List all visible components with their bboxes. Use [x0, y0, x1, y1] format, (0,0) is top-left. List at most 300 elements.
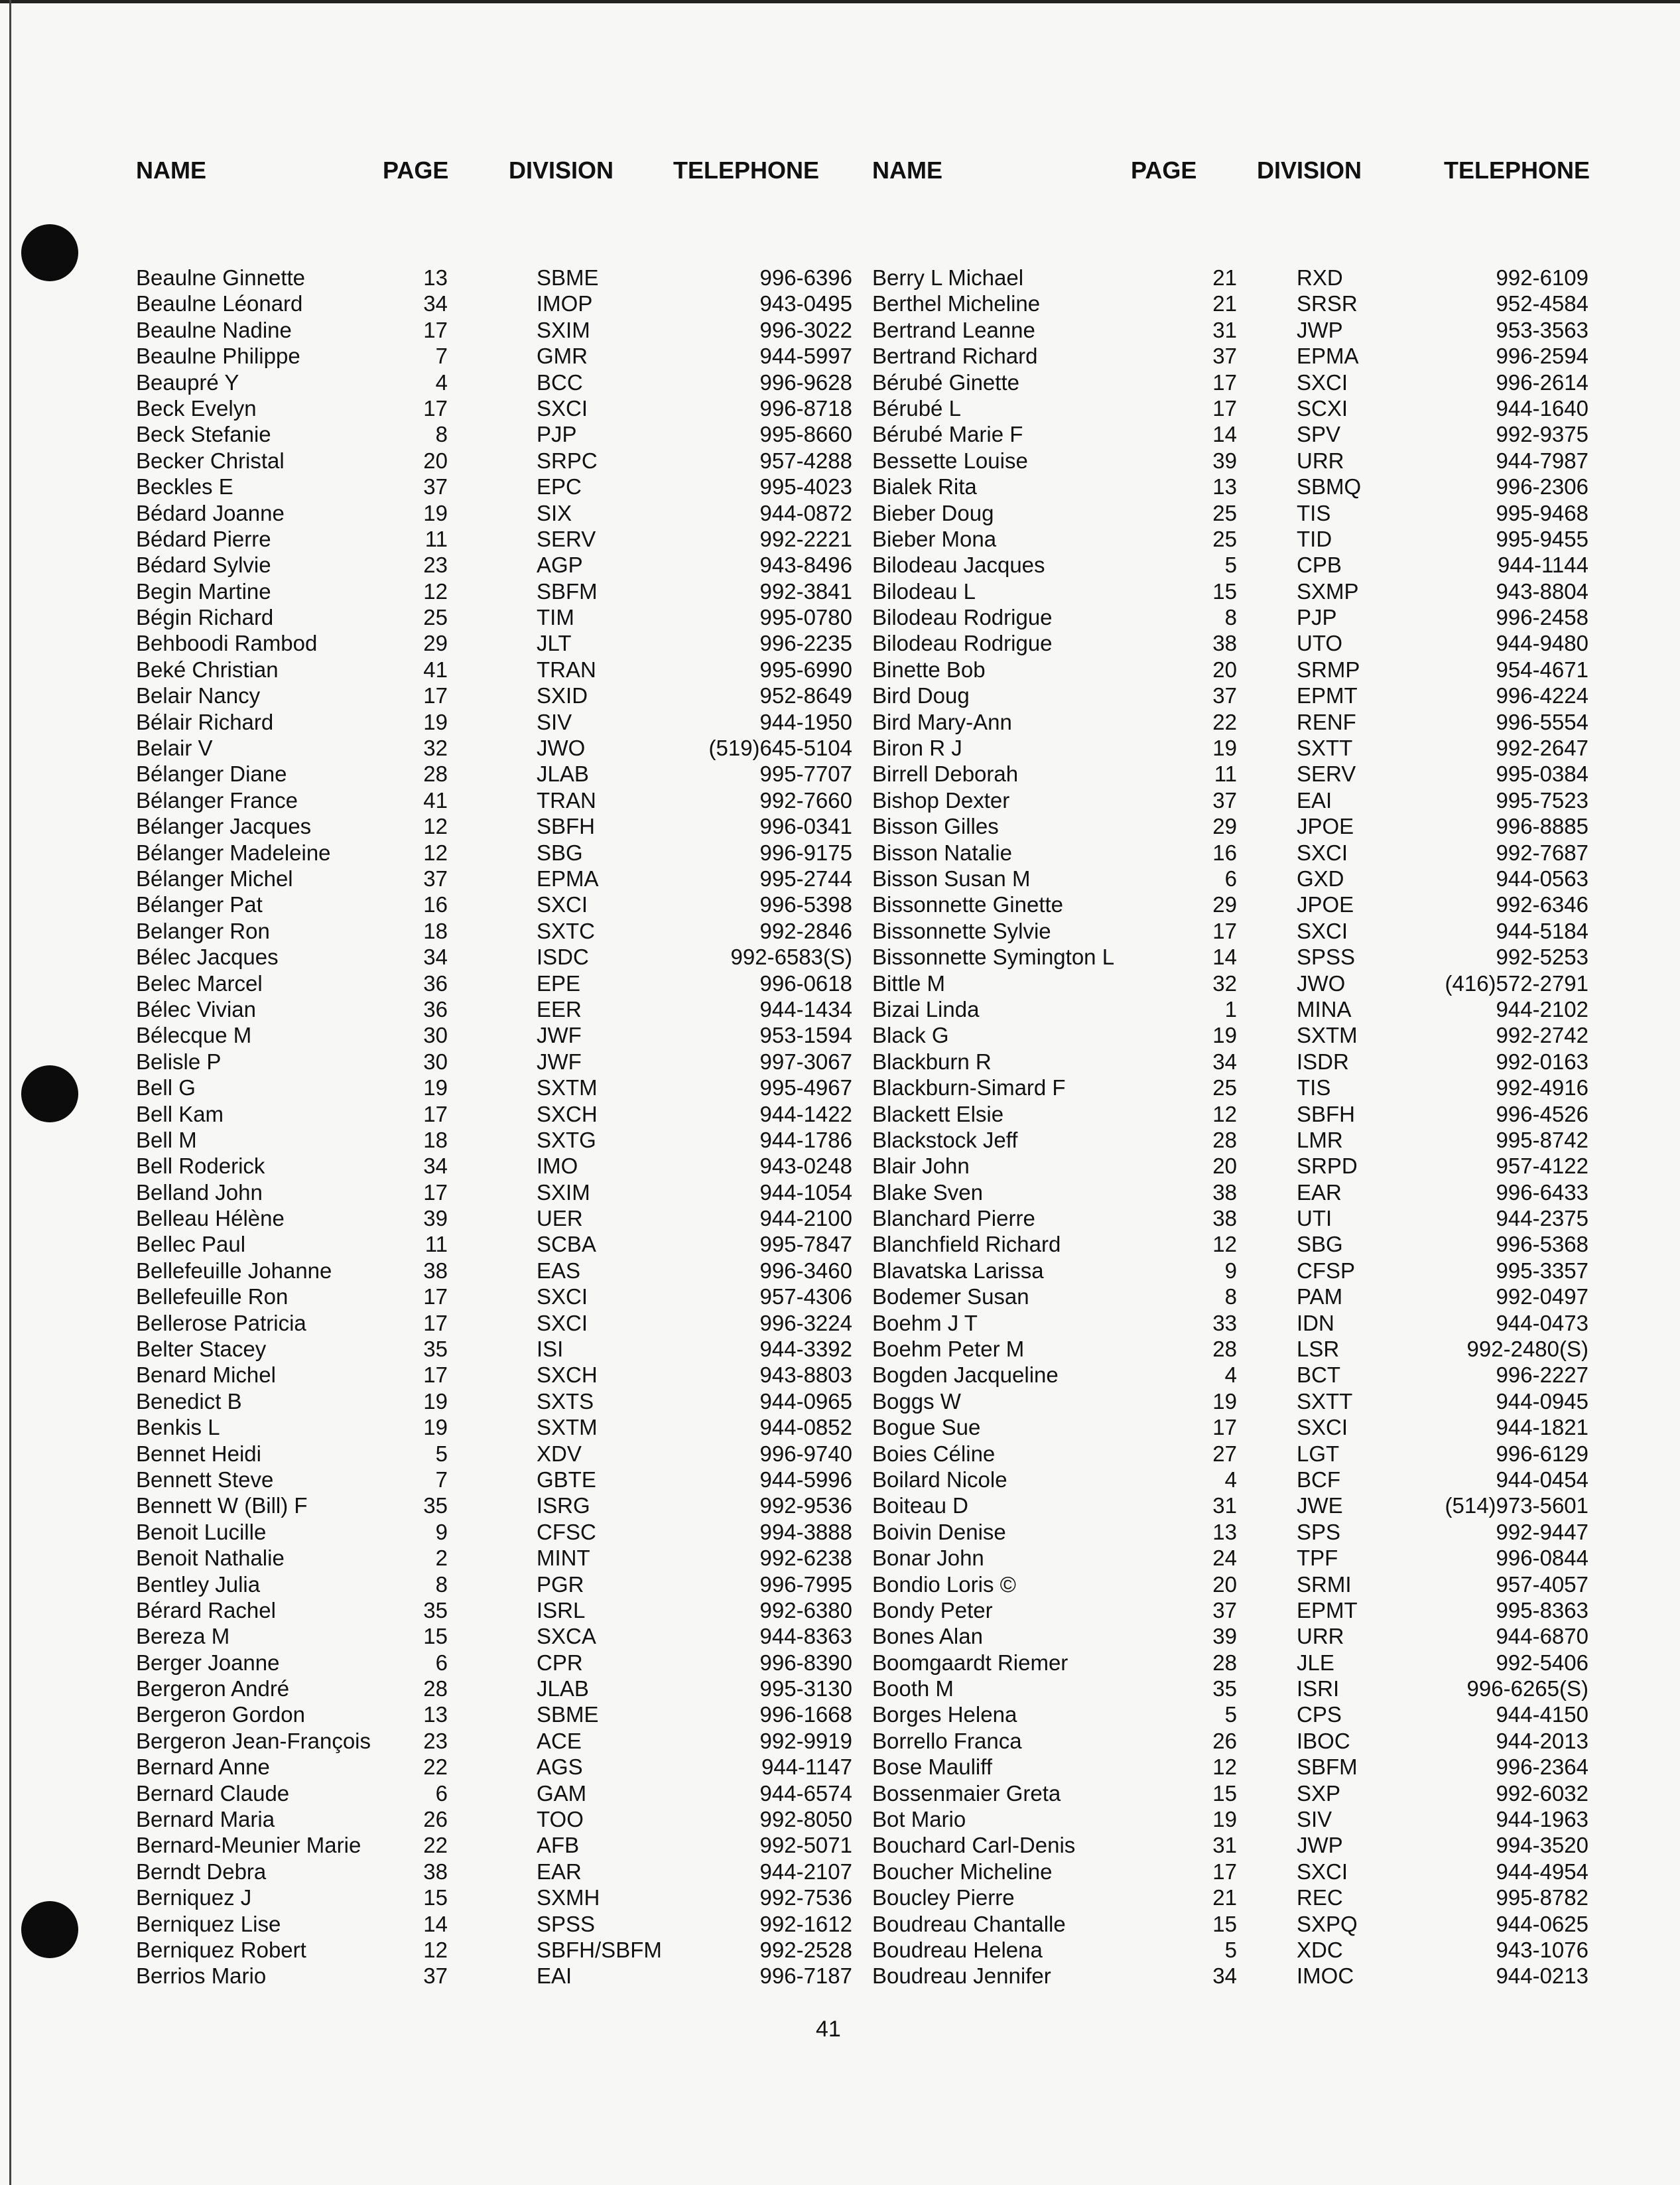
entry-page: 20 — [423, 448, 448, 473]
directory-entry — [136, 396, 852, 422]
directory-entry — [136, 318, 852, 344]
entry-division: IMO — [537, 1154, 578, 1179]
entry-division: ISRL — [537, 1597, 586, 1622]
entry-telephone: 992-7536 — [759, 1885, 852, 1910]
entry-telephone: 944-0965 — [759, 1388, 852, 1414]
entry-page: 8 — [435, 422, 448, 447]
entry-telephone: 944-1963 — [1496, 1807, 1588, 1832]
entry-page: 34 — [423, 945, 448, 970]
entry-telephone: 944-3392 — [759, 1337, 852, 1362]
entry-name: Bird Mary-Ann — [872, 709, 1012, 734]
entry-telephone: 996-5368 — [1496, 1232, 1588, 1257]
directory-entry — [136, 1232, 852, 1258]
entry-name: Bernard Anne — [136, 1755, 270, 1780]
entry-division: JLAB — [537, 1676, 589, 1701]
entry-name: Bernard Maria — [136, 1807, 275, 1832]
entry-division: SRPD — [1297, 1154, 1358, 1179]
entry-name: Bélanger Pat — [136, 892, 263, 917]
entry-page: 37 — [423, 1963, 448, 1989]
entry-telephone: 995-8782 — [1496, 1885, 1588, 1910]
entry-division: TRAN — [537, 657, 596, 682]
directory-entry — [872, 1284, 1588, 1310]
entry-telephone: 944-2100 — [759, 1206, 852, 1231]
directory-entry — [872, 1128, 1588, 1154]
entry-division: URR — [1297, 1624, 1344, 1649]
directory-entry — [136, 370, 852, 396]
entry-telephone: 996-5554 — [1496, 709, 1588, 734]
entry-name: Beck Stefanie — [136, 422, 271, 447]
entry-name: Bialek Rita — [872, 474, 977, 499]
entry-telephone: 944-2102 — [1496, 996, 1588, 1022]
left-border-line — [9, 0, 11, 2185]
entry-page: 39 — [1212, 448, 1237, 473]
entry-name: Berry L Michael — [872, 265, 1024, 290]
entry-division: SXCH — [537, 1362, 598, 1388]
entry-telephone: 995-8660 — [759, 422, 852, 447]
entry-division: XDC — [1297, 1938, 1343, 1962]
header-page: PAGE — [383, 157, 449, 184]
entry-page: 33 — [1212, 1310, 1237, 1335]
entry-division: BCC — [537, 369, 583, 395]
entry-page: 19 — [423, 709, 448, 734]
entry-name: Bilodeau Rodrigue — [872, 631, 1053, 656]
directory-entry — [136, 1520, 852, 1546]
entry-telephone: 995-0384 — [1496, 761, 1588, 787]
entry-page: 15 — [1212, 1780, 1237, 1806]
directory-entry — [136, 1598, 852, 1624]
entry-telephone: 996-8718 — [759, 395, 852, 421]
entry-telephone: 992-6583(S) — [730, 945, 852, 970]
directory-entry — [136, 344, 852, 369]
entry-telephone: 995-2744 — [759, 866, 852, 891]
directory-entry — [136, 1859, 852, 1885]
entry-division: JWF — [537, 1023, 582, 1048]
entry-division: SCBA — [537, 1232, 596, 1257]
entry-division: LGT — [1297, 1441, 1340, 1466]
entry-division: SXCI — [1297, 1859, 1348, 1884]
entry-division: JWP — [1297, 1833, 1343, 1858]
entry-division: SXTT — [1297, 1388, 1353, 1414]
entry-division: JPOE — [1297, 892, 1354, 917]
entry-name: Blackburn R — [872, 1049, 992, 1074]
directory-entry — [872, 265, 1588, 291]
directory-entry — [136, 788, 852, 814]
entry-page: 15 — [423, 1624, 448, 1649]
entry-telephone: 944-0213 — [1496, 1963, 1588, 1989]
directory-entry — [136, 1311, 852, 1337]
entry-telephone: 944-2375 — [1496, 1206, 1588, 1231]
directory-entry — [136, 1415, 852, 1441]
entry-name: Biron R J — [872, 736, 962, 761]
binder-hole — [21, 224, 78, 281]
entry-page: 4 — [1224, 1362, 1237, 1388]
entry-telephone: 944-1422 — [759, 1101, 852, 1126]
entry-telephone: 995-8742 — [1496, 1127, 1588, 1152]
entry-division: SXCI — [537, 395, 588, 421]
entry-name: Bereza M — [136, 1624, 230, 1649]
entry-division: SXTC — [537, 918, 596, 943]
entry-telephone: 994-3520 — [1496, 1833, 1588, 1858]
entry-page: 5 — [1224, 1702, 1237, 1727]
entry-division: AGP — [537, 553, 583, 578]
entry-page: 15 — [1212, 578, 1237, 604]
entry-page: 25 — [1212, 1075, 1237, 1100]
directory-entry — [136, 1467, 852, 1493]
header-division: DIVISION — [1257, 157, 1362, 184]
entry-telephone: 944-0625 — [1496, 1911, 1588, 1936]
entry-page: 8 — [435, 1571, 448, 1597]
entry-telephone: 992-5071 — [759, 1833, 852, 1858]
directory-entry — [872, 318, 1588, 344]
entry-telephone: 943-0248 — [759, 1154, 852, 1179]
entry-page: 13 — [423, 265, 448, 290]
entry-name: Blanchfield Richard — [872, 1232, 1061, 1257]
entry-division: SIX — [537, 500, 572, 525]
directory-entry — [136, 631, 852, 657]
entry-division: PJP — [537, 422, 577, 447]
entry-name: Berniquez J — [136, 1885, 252, 1910]
entry-telephone: 943-8803 — [759, 1362, 852, 1388]
directory-entry — [136, 422, 852, 448]
entry-division: IBOC — [1297, 1728, 1350, 1753]
directory-entry — [136, 1702, 852, 1728]
entry-page: 34 — [1212, 1049, 1237, 1074]
entry-division: SXP — [1297, 1780, 1341, 1806]
entry-name: Bélanger France — [136, 787, 298, 813]
directory-entry — [136, 1755, 852, 1780]
entry-name: Bot Mario — [872, 1807, 966, 1832]
entry-name: Boies Céline — [872, 1441, 996, 1466]
entry-page: 34 — [423, 1154, 448, 1179]
entry-division: JPOE — [1297, 814, 1354, 839]
entry-page: 37 — [423, 866, 448, 891]
entry-name: Berger Joanne — [136, 1650, 280, 1675]
entry-telephone: 944-0872 — [759, 500, 852, 525]
entry-name: Bell M — [136, 1127, 197, 1152]
entry-page: 32 — [423, 736, 448, 761]
entry-telephone: 992-3841 — [759, 578, 852, 604]
entry-page: 19 — [423, 1415, 448, 1440]
entry-telephone: 944-6870 — [1496, 1624, 1588, 1649]
entry-name: Becker Christal — [136, 448, 285, 473]
entry-page: 22 — [423, 1755, 448, 1780]
entry-name: Begin Martine — [136, 578, 271, 604]
entry-telephone: 992-0163 — [1496, 1049, 1588, 1074]
entry-division: TOO — [537, 1807, 584, 1832]
entry-page: 20 — [1212, 657, 1237, 682]
entry-division: BCT — [1297, 1362, 1340, 1388]
entry-page: 23 — [423, 553, 448, 578]
directory-entry — [136, 1624, 852, 1650]
directory-entry — [872, 1467, 1588, 1493]
entry-division: JLT — [537, 631, 572, 656]
directory-entry — [136, 1362, 852, 1388]
directory-entry — [872, 1049, 1588, 1075]
entry-division: JWE — [1297, 1493, 1343, 1518]
directory-entry — [872, 1912, 1588, 1938]
entry-page: 34 — [423, 291, 448, 316]
entry-name: Bennet Heidi — [136, 1441, 261, 1466]
entry-division: CPR — [537, 1650, 583, 1675]
entry-page: 25 — [1212, 526, 1237, 551]
directory-entry — [872, 657, 1588, 683]
entry-page: 35 — [1212, 1676, 1237, 1701]
entry-telephone: 944-5184 — [1496, 918, 1588, 943]
entry-page: 17 — [1212, 1415, 1237, 1440]
entry-page: 8 — [1224, 1284, 1237, 1309]
entry-division: SXTG — [537, 1127, 596, 1152]
entry-telephone: 944-2013 — [1496, 1728, 1588, 1753]
directory-entry — [872, 553, 1588, 578]
entry-name: Bell Roderick — [136, 1154, 265, 1179]
entry-telephone: 944-8363 — [759, 1624, 852, 1649]
entry-name: Bédard Sylvie — [136, 553, 271, 578]
entry-page: 29 — [1212, 892, 1237, 917]
directory-entry — [136, 1258, 852, 1284]
entry-page: 17 — [423, 1362, 448, 1388]
directory-entry — [872, 736, 1588, 761]
entry-division: SXPQ — [1297, 1911, 1358, 1936]
entry-page: 7 — [435, 1467, 448, 1492]
directory-entry — [136, 1546, 852, 1571]
entry-name: Bédard Joanne — [136, 500, 285, 525]
entry-page: 14 — [1212, 945, 1237, 970]
entry-telephone: 952-8649 — [759, 683, 852, 708]
column-headers — [872, 157, 1588, 188]
entry-telephone: 992-7660 — [759, 787, 852, 813]
directory-entry — [872, 291, 1588, 317]
entry-telephone: 953-1594 — [759, 1023, 852, 1048]
entry-division: AFB — [537, 1833, 580, 1858]
entry-name: Beckles E — [136, 474, 233, 499]
directory-entry — [136, 1963, 852, 1989]
entry-division: SXMH — [537, 1885, 600, 1910]
entry-division: LSR — [1297, 1337, 1340, 1362]
entry-telephone: 944-1144 — [1497, 553, 1588, 578]
entry-name: Bentley Julia — [136, 1571, 261, 1597]
entry-name: Belair V — [136, 736, 213, 761]
directory-entry — [872, 1258, 1588, 1284]
entry-division: SXIM — [537, 1179, 590, 1205]
entry-name: Beaulne Nadine — [136, 317, 292, 342]
entry-telephone: 996-4526 — [1496, 1101, 1588, 1126]
entry-name: Black G — [872, 1023, 949, 1048]
entry-page: 20 — [1212, 1154, 1237, 1179]
entry-page: 35 — [423, 1337, 448, 1362]
directory-column-right — [872, 157, 1588, 1990]
entry-division: SBME — [537, 1702, 599, 1727]
entry-page: 28 — [1212, 1127, 1237, 1152]
entry-name: Bergeron André — [136, 1676, 290, 1701]
page-number: 41 — [816, 2017, 841, 2042]
entry-page: 12 — [1212, 1755, 1237, 1780]
entry-name: Boudreau Helena — [872, 1938, 1043, 1962]
entry-name: Bertrand Leanne — [872, 317, 1035, 342]
entry-division: SRMP — [1297, 657, 1360, 682]
entry-division: SXID — [537, 683, 588, 708]
entry-division: XDV — [537, 1441, 582, 1466]
directory-entry — [136, 1729, 852, 1755]
directory-entry — [136, 1075, 852, 1101]
entry-division: GAM — [537, 1780, 587, 1806]
entry-name: Bisson Gilles — [872, 814, 999, 839]
entry-name: Borges Helena — [872, 1702, 1017, 1727]
entry-telephone: 944-0945 — [1496, 1388, 1588, 1414]
entry-telephone: 997-3067 — [759, 1049, 852, 1074]
directory-entry — [136, 448, 852, 474]
entry-name: Beaulne Léonard — [136, 291, 303, 316]
directory-entry — [872, 1807, 1588, 1833]
entry-telephone: 944-4954 — [1496, 1859, 1588, 1884]
entry-division: URR — [1297, 448, 1344, 473]
entry-telephone: 944-0563 — [1496, 866, 1588, 891]
directory-entry — [136, 997, 852, 1023]
entry-division: RXD — [1297, 265, 1343, 290]
entry-name: Bélanger Diane — [136, 761, 287, 787]
directory-entry — [872, 1859, 1588, 1885]
entry-division: EAR — [1297, 1179, 1342, 1205]
entry-page: 19 — [1212, 1023, 1237, 1048]
directory-entry — [136, 1493, 852, 1519]
entry-division: SRSR — [1297, 291, 1358, 316]
entry-page: 12 — [423, 578, 448, 604]
directory-entry — [872, 945, 1588, 970]
directory-entry — [872, 710, 1588, 736]
entry-division: SERV — [537, 526, 596, 551]
entry-telephone: 996-2235 — [759, 631, 852, 656]
entry-telephone: 996-2614 — [1496, 369, 1588, 395]
entry-name: Binette Bob — [872, 657, 986, 682]
entry-page: 30 — [423, 1023, 448, 1048]
entry-telephone: 957-4288 — [759, 448, 852, 473]
entry-page: 5 — [1224, 553, 1237, 578]
entry-telephone: 992-6238 — [759, 1546, 852, 1571]
directory-entry — [872, 761, 1588, 787]
entry-name: Bird Doug — [872, 683, 970, 708]
entry-telephone: 994-3888 — [759, 1519, 852, 1544]
entry-name: Behboodi Rambod — [136, 631, 318, 656]
entry-division: EPMA — [1297, 344, 1359, 369]
header-telephone: TELEPHONE — [1444, 157, 1590, 184]
directory-entry — [136, 553, 852, 578]
entry-telephone: 996-6396 — [759, 265, 852, 290]
entry-name: Beck Evelyn — [136, 395, 257, 421]
directory-entry — [872, 1885, 1588, 1911]
directory-entry — [872, 1075, 1588, 1101]
directory-entry — [136, 1885, 852, 1911]
entry-division: ACE — [537, 1728, 582, 1753]
entry-telephone: 992-2528 — [759, 1938, 852, 1962]
entry-name: Bouchard Carl-Denis — [872, 1833, 1076, 1858]
entry-page: 17 — [423, 1179, 448, 1205]
entry-division: SXTM — [1297, 1023, 1358, 1048]
header-name: NAME — [872, 157, 942, 184]
entry-name: Birrell Deborah — [872, 761, 1019, 787]
directory-entry — [136, 1441, 852, 1467]
entry-name: Bergeron Jean-François — [136, 1728, 371, 1753]
entry-telephone: 996-0618 — [759, 970, 852, 996]
entry-division: EAS — [537, 1258, 581, 1283]
entry-name: Bellec Paul — [136, 1232, 246, 1257]
entry-division: RENF — [1297, 709, 1356, 734]
entry-page: 4 — [435, 369, 448, 395]
entry-page: 17 — [1212, 1859, 1237, 1884]
entry-division: ISRI — [1297, 1676, 1340, 1701]
entry-page: 37 — [1212, 344, 1237, 369]
entry-page: 15 — [423, 1885, 448, 1910]
entry-name: Bélair Richard — [136, 709, 274, 734]
entry-division: SPSS — [537, 1911, 596, 1936]
entry-division: EER — [537, 996, 582, 1022]
entry-page: 28 — [423, 761, 448, 787]
directory-entry — [136, 761, 852, 787]
directory-entry — [136, 814, 852, 840]
entry-telephone: 944-1786 — [759, 1127, 852, 1152]
entry-telephone: 996-2306 — [1496, 474, 1588, 499]
directory-entry — [136, 1154, 852, 1179]
entry-page: 6 — [435, 1780, 448, 1806]
entry-division: EAI — [1297, 787, 1332, 813]
directory-entry — [872, 1415, 1588, 1441]
entry-name: Beaulne Ginnette — [136, 265, 306, 290]
entry-division: PJP — [1297, 605, 1337, 630]
entry-page: 28 — [1212, 1337, 1237, 1362]
directory-entry — [136, 1833, 852, 1859]
entry-page: 32 — [1212, 970, 1237, 996]
entry-page: 17 — [423, 395, 448, 421]
entry-division: EPC — [537, 474, 582, 499]
directory-entry — [872, 1546, 1588, 1571]
entry-telephone: 996-6433 — [1496, 1179, 1588, 1205]
entry-division: SBME — [537, 265, 599, 290]
directory-entry — [136, 1650, 852, 1676]
entry-division: ISDC — [537, 945, 589, 970]
entry-telephone: 944-7987 — [1496, 448, 1588, 473]
entry-page: 21 — [1212, 265, 1237, 290]
entry-division: SBFH — [537, 814, 596, 839]
directory-entry — [136, 1912, 852, 1938]
entry-telephone: 992-5406 — [1496, 1650, 1588, 1675]
header-telephone: TELEPHONE — [673, 157, 820, 184]
entry-page: 23 — [423, 1728, 448, 1753]
entry-name: Boucley Pierre — [872, 1885, 1015, 1910]
entry-division: IMOC — [1297, 1963, 1354, 1989]
directory-entry — [872, 1572, 1588, 1598]
entry-page: 22 — [1212, 709, 1237, 734]
entry-name: Boivin Denise — [872, 1519, 1006, 1544]
entry-division: SPS — [1297, 1519, 1341, 1544]
entry-page: 37 — [1212, 683, 1237, 708]
entry-division: SXTS — [537, 1388, 594, 1414]
entry-division: SPV — [1297, 422, 1341, 447]
entry-telephone: 954-4671 — [1496, 657, 1588, 682]
directory-entry — [872, 501, 1588, 527]
entry-telephone: 995-7523 — [1496, 787, 1588, 813]
entry-telephone: 992-8050 — [759, 1807, 852, 1832]
entry-page: 17 — [423, 1101, 448, 1126]
directory-entry — [136, 1781, 852, 1807]
entry-division: AGS — [537, 1755, 583, 1780]
entry-telephone: 944-5996 — [759, 1467, 852, 1492]
entry-name: Bessette Louise — [872, 448, 1028, 473]
entry-name: Bissonnette Symington L — [872, 945, 1115, 970]
entry-page: 31 — [1212, 1833, 1237, 1858]
entry-telephone: 995-9468 — [1496, 500, 1588, 525]
entry-name: Bergeron Gordon — [136, 1702, 305, 1727]
entry-name: Bilodeau Rodrigue — [872, 605, 1053, 630]
entry-page: 31 — [1212, 317, 1237, 342]
directory-entry — [872, 1676, 1588, 1702]
